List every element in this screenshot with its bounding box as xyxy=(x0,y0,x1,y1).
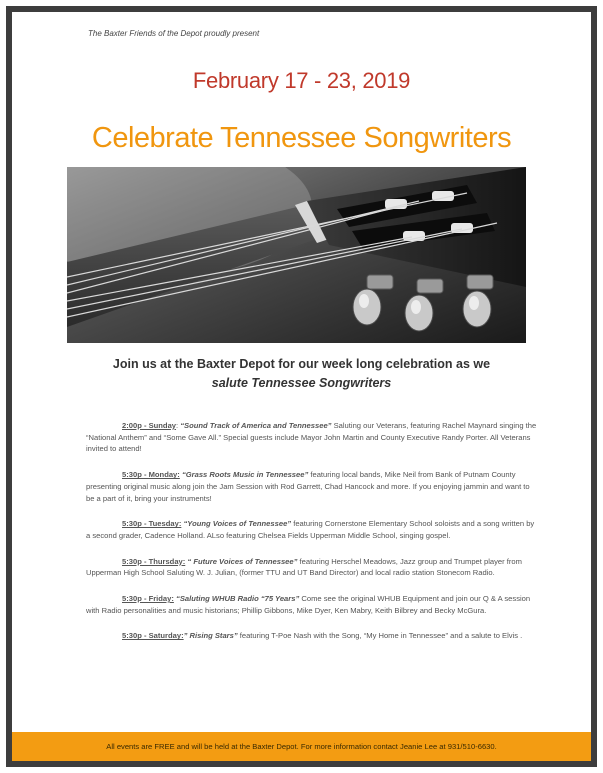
intro-line-1: Join us at the Baxter Depot for our week long celebration as we xyxy=(112,357,491,371)
event-time: 5:30p - Tuesday: xyxy=(122,519,182,529)
event-description: Come see the original WHUB Equipment and join our Q & A session with Radio personalities and music historians; Phillip Gibbons, Mike Dyer, Ken Mabry, Keith Bilbrey and Becky McGura. xyxy=(86,594,531,615)
intro-text xyxy=(52,355,551,393)
intro-line-2: salute Tennessee Songwriters xyxy=(211,376,392,390)
event-title: ” Rising Stars” xyxy=(183,631,238,641)
event-time: 2:00p - Sunday xyxy=(122,421,177,430)
event-time: 5:30p - Thursday: xyxy=(122,556,186,566)
event-schedule xyxy=(86,420,538,656)
flyer-title: Celebrate Tennessee Songwriters xyxy=(91,122,512,154)
event-separator: : xyxy=(176,421,181,430)
event-description: featuring Cornerstone Elementary School soloists and a song written by a second grader, Cadence Holland. ALso featuring Chelsea Fields Upperman Middle School, singing gospel. xyxy=(86,519,535,540)
event-description: featuring Herschel Meadows, Jazz group and Trumpet player from Upperman High School Saluting W. J. Julian, (former TTU and UT Band Director) and local radio station Stonecom Radio. xyxy=(86,556,522,578)
event-item-monday xyxy=(86,469,538,504)
event-title: “ Future Voices of Tennessee” xyxy=(187,556,298,566)
guitar-photo xyxy=(67,167,526,343)
event-title: “Saluting WHUB Radio “75 Years” xyxy=(176,594,300,604)
event-item-thursday xyxy=(86,556,538,579)
event-title: “Young Voices of Tennessee” xyxy=(183,519,292,529)
event-time: 5:30p - Friday: xyxy=(122,594,174,604)
event-title: “Sound Track of America and Tennessee” xyxy=(180,421,332,430)
event-item-tuesday xyxy=(86,518,538,541)
presenter-line: The Baxter Friends of the Depot proudly present xyxy=(88,29,260,38)
event-dates: February 17 - 23, 2019 xyxy=(192,68,411,93)
event-description: Saluting our Veterans, featuring Rachel Maynard singing the “National Anthem” and “Some Gave All.” Special guests include Mayor John Martin and County Executive Randy Porter. All Veterans invited to attend! xyxy=(86,421,537,454)
footer-banner: All events are FREE and will be held at the Baxter Depot. For more information contact Jeanie Lee at 931/510-6630. xyxy=(12,732,591,761)
event-item-saturday xyxy=(86,630,538,642)
event-item-sunday xyxy=(86,420,538,455)
event-item-friday xyxy=(86,593,538,616)
event-title: “Grass Roots Music in Tennessee” xyxy=(181,470,309,480)
event-time: 5:30p - Saturday: xyxy=(122,631,184,641)
guitar-headstock-image xyxy=(67,167,526,343)
flyer xyxy=(6,6,597,767)
event-description: featuring T-Poe Nash with the Song, “My Home in Tennessee” and a salute to Elvis . xyxy=(237,631,523,641)
event-time: 5:30p - Monday: xyxy=(122,470,180,480)
event-description: featuring local bands, Mike Neil from Bank of Putnam County presenting original music along join the Jam Session with Rod Garrett, Chad Hancock and more. If you enjoying jammin and want to be a part of it, bring your instruments! xyxy=(86,470,530,503)
